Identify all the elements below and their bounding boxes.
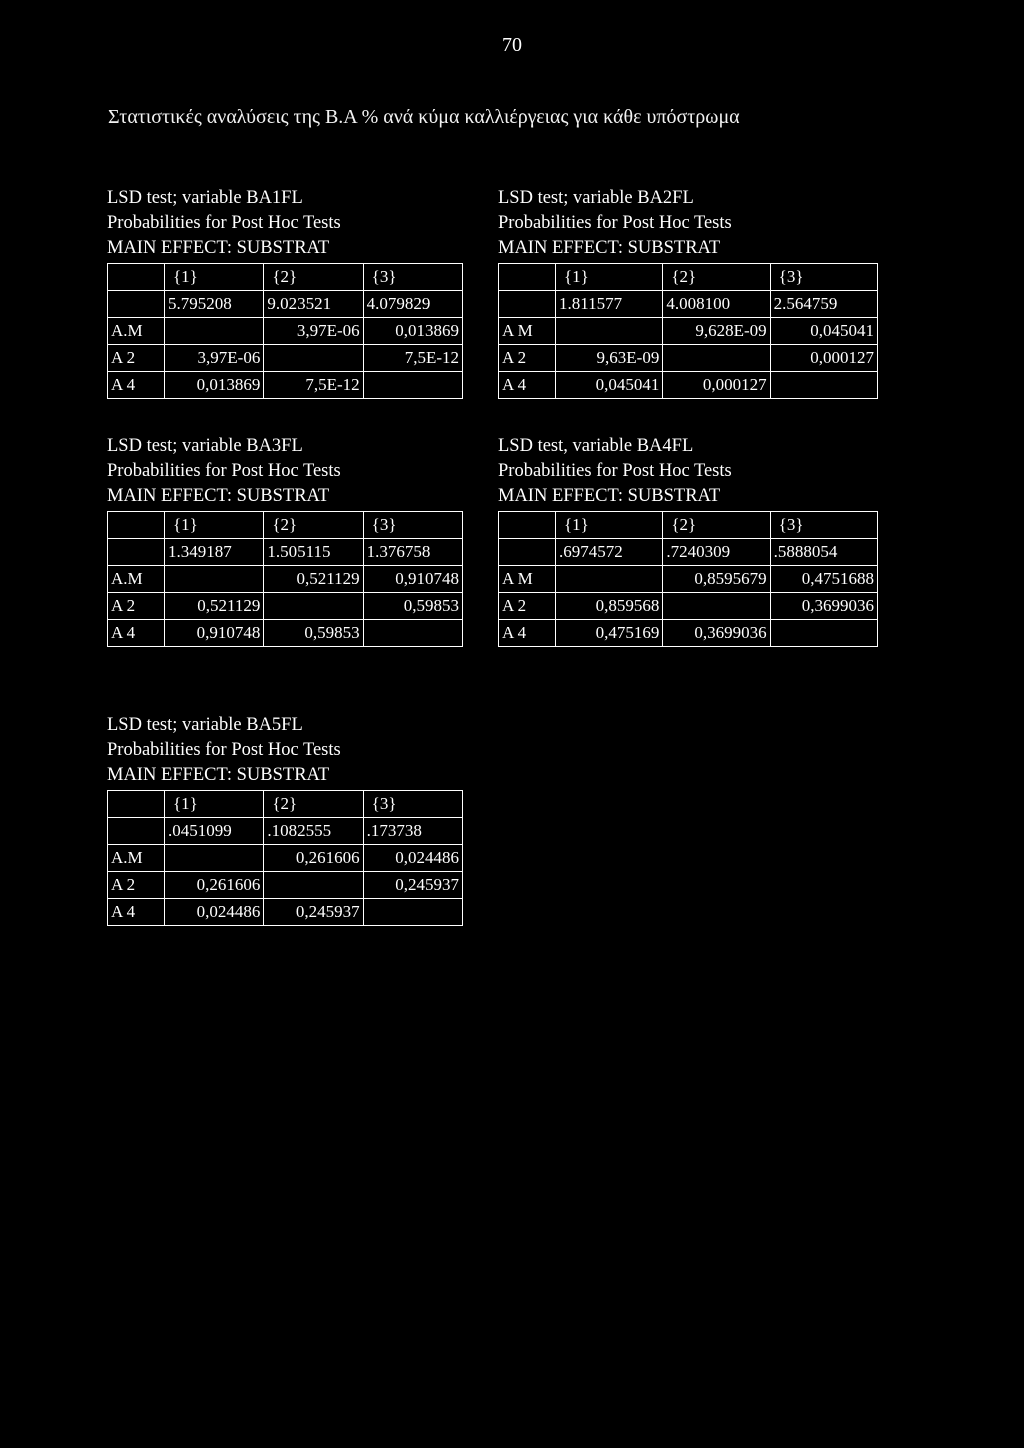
mean-cell: 1.505115: [264, 539, 363, 566]
lsd-table-block: [498, 186, 878, 399]
variable-line: LSD test; variable BA3FL: [107, 436, 303, 456]
mean-cell: .5888054: [770, 539, 877, 566]
probability-cell: [264, 872, 363, 899]
probability-cell: [663, 593, 770, 620]
corner-cell: [108, 539, 165, 566]
row-label: A 2: [499, 593, 556, 620]
variable-line: LSD test, variable BA4FL: [498, 436, 694, 456]
row-label: A.M: [108, 845, 165, 872]
column-header: {2}: [663, 512, 770, 539]
probability-cell: 0,521129: [165, 593, 264, 620]
variable-line: LSD test; variable BA2FL: [498, 188, 694, 208]
probability-cell: 0,910748: [165, 620, 264, 647]
table-row: [108, 899, 463, 926]
variable-line: LSD test; variable BA1FL: [107, 188, 303, 208]
row-label: A 4: [108, 620, 165, 647]
column-header: {2}: [663, 264, 770, 291]
table-row: [108, 872, 463, 899]
probability-cell: 0,045041: [556, 372, 663, 399]
table-row: [108, 845, 463, 872]
table-header-row: [108, 264, 463, 291]
corner-cell: [108, 791, 165, 818]
lsd-table-block: [107, 186, 463, 399]
probability-cell: 0,910748: [363, 566, 462, 593]
mean-cell: 1.811577: [556, 291, 663, 318]
probability-cell: 3,97E-06: [264, 318, 363, 345]
row-label: A M: [499, 318, 556, 345]
row-label: A.M: [108, 318, 165, 345]
probability-cell: [264, 345, 363, 372]
mean-cell: .1082555: [264, 818, 363, 845]
probability-cell: 0,261606: [264, 845, 363, 872]
table-row: [499, 318, 878, 345]
table-header-row: [499, 264, 878, 291]
table-row: [108, 566, 463, 593]
table-row: [499, 566, 878, 593]
column-header: {3}: [363, 791, 462, 818]
probability-cell: [165, 845, 264, 872]
probability-cell: [770, 372, 877, 399]
mean-cell: 1.349187: [165, 539, 264, 566]
table-row: [108, 372, 463, 399]
mean-cell: .0451099: [165, 818, 264, 845]
probability-cell: [363, 372, 462, 399]
means-row: [499, 291, 878, 318]
test-subtitle: Probabilities for Post Hoc Tests: [498, 213, 732, 233]
lsd-table: [107, 263, 463, 399]
probability-cell: 0,59853: [264, 620, 363, 647]
effect-line: MAIN EFFECT: SUBSTRAT: [107, 238, 330, 258]
lsd-table-block: [107, 434, 463, 647]
table-row: [108, 345, 463, 372]
mean-cell: 5.795208: [165, 291, 264, 318]
corner-cell: [108, 291, 165, 318]
column-header: {1}: [165, 791, 264, 818]
probability-cell: 0,045041: [770, 318, 877, 345]
means-row: [499, 539, 878, 566]
row-label: A 2: [108, 345, 165, 372]
column-header: {1}: [165, 264, 264, 291]
row-label: A 4: [499, 372, 556, 399]
row-label: A 2: [108, 872, 165, 899]
table-row: [108, 318, 463, 345]
mean-cell: 4.079829: [363, 291, 462, 318]
lsd-table: [498, 263, 878, 399]
probability-cell: 0,000127: [663, 372, 770, 399]
probability-cell: 0,261606: [165, 872, 264, 899]
probability-cell: 0,245937: [264, 899, 363, 926]
test-subtitle: Probabilities for Post Hoc Tests: [107, 461, 341, 481]
table-header-row: [108, 512, 463, 539]
column-header: {3}: [770, 512, 877, 539]
table-row: [499, 372, 878, 399]
column-header: {1}: [556, 512, 663, 539]
lsd-table-block: [107, 713, 463, 926]
column-header: {3}: [770, 264, 877, 291]
lsd-table-block: [498, 434, 878, 647]
row-label: A.M: [108, 566, 165, 593]
effect-line: MAIN EFFECT: SUBSTRAT: [107, 765, 330, 785]
corner-cell: [499, 539, 556, 566]
corner-cell: [108, 264, 165, 291]
probability-cell: 0,59853: [363, 593, 462, 620]
mean-cell: 1.376758: [363, 539, 462, 566]
probability-cell: 0,3699036: [770, 593, 877, 620]
corner-cell: [499, 264, 556, 291]
corner-cell: [499, 512, 556, 539]
effect-line: MAIN EFFECT: SUBSTRAT: [498, 238, 721, 258]
probability-cell: 0,024486: [165, 899, 264, 926]
probability-cell: 0,013869: [165, 372, 264, 399]
probability-cell: 9,63E-09: [556, 345, 663, 372]
table-header-row: [108, 791, 463, 818]
corner-cell: [108, 512, 165, 539]
probability-cell: 0,859568: [556, 593, 663, 620]
probability-cell: 0,521129: [264, 566, 363, 593]
test-subtitle: Probabilities for Post Hoc Tests: [107, 213, 341, 233]
probability-cell: 0,4751688: [770, 566, 877, 593]
row-label: A 4: [108, 372, 165, 399]
mean-cell: .7240309: [663, 539, 770, 566]
row-label: A 2: [108, 593, 165, 620]
corner-cell: [108, 818, 165, 845]
probability-cell: [770, 620, 877, 647]
probability-cell: 3,97E-06: [165, 345, 264, 372]
probability-cell: [363, 899, 462, 926]
row-label: A 4: [108, 899, 165, 926]
column-header: {2}: [264, 264, 363, 291]
probability-cell: 0,475169: [556, 620, 663, 647]
lsd-table: [107, 790, 463, 926]
table-row: [499, 345, 878, 372]
probability-cell: [165, 318, 264, 345]
table-row: [499, 593, 878, 620]
row-label: A 4: [499, 620, 556, 647]
page-heading: Στατιστικές αναλύσεις της Β.Α % ανά κύμα καλλιέργειας για κάθε υπόστρωμα: [108, 106, 740, 128]
corner-cell: [499, 291, 556, 318]
variable-line: LSD test; variable BA5FL: [107, 715, 303, 735]
table-row: [108, 620, 463, 647]
column-header: {3}: [363, 264, 462, 291]
mean-cell: 9.023521: [264, 291, 363, 318]
mean-cell: 2.564759: [770, 291, 877, 318]
column-header: {3}: [363, 512, 462, 539]
mean-cell: .6974572: [556, 539, 663, 566]
probability-cell: 0,245937: [363, 872, 462, 899]
table-header-row: [499, 512, 878, 539]
probability-cell: 0,024486: [363, 845, 462, 872]
mean-cell: 4.008100: [663, 291, 770, 318]
table-row: [108, 593, 463, 620]
lsd-table: [107, 511, 463, 647]
probability-cell: [663, 345, 770, 372]
probability-cell: 0,8595679: [663, 566, 770, 593]
probability-cell: 9,628E-09: [663, 318, 770, 345]
test-subtitle: Probabilities for Post Hoc Tests: [498, 461, 732, 481]
probability-cell: 0,000127: [770, 345, 877, 372]
effect-line: MAIN EFFECT: SUBSTRAT: [107, 486, 330, 506]
column-header: {2}: [264, 791, 363, 818]
column-header: {1}: [556, 264, 663, 291]
probability-cell: [556, 566, 663, 593]
means-row: [108, 291, 463, 318]
means-row: [108, 539, 463, 566]
row-label: A M: [499, 566, 556, 593]
probability-cell: 7,5E-12: [363, 345, 462, 372]
probability-cell: 7,5E-12: [264, 372, 363, 399]
means-row: [108, 818, 463, 845]
table-row: [499, 620, 878, 647]
lsd-table: [498, 511, 878, 647]
probability-cell: [363, 620, 462, 647]
column-header: {1}: [165, 512, 264, 539]
row-label: A 2: [499, 345, 556, 372]
test-subtitle: Probabilities for Post Hoc Tests: [107, 740, 341, 760]
probability-cell: [264, 593, 363, 620]
column-header: {2}: [264, 512, 363, 539]
probability-cell: [556, 318, 663, 345]
probability-cell: 0,3699036: [663, 620, 770, 647]
page-number: 70: [502, 34, 522, 56]
probability-cell: 0,013869: [363, 318, 462, 345]
effect-line: MAIN EFFECT: SUBSTRAT: [498, 486, 721, 506]
probability-cell: [165, 566, 264, 593]
mean-cell: .173738: [363, 818, 462, 845]
